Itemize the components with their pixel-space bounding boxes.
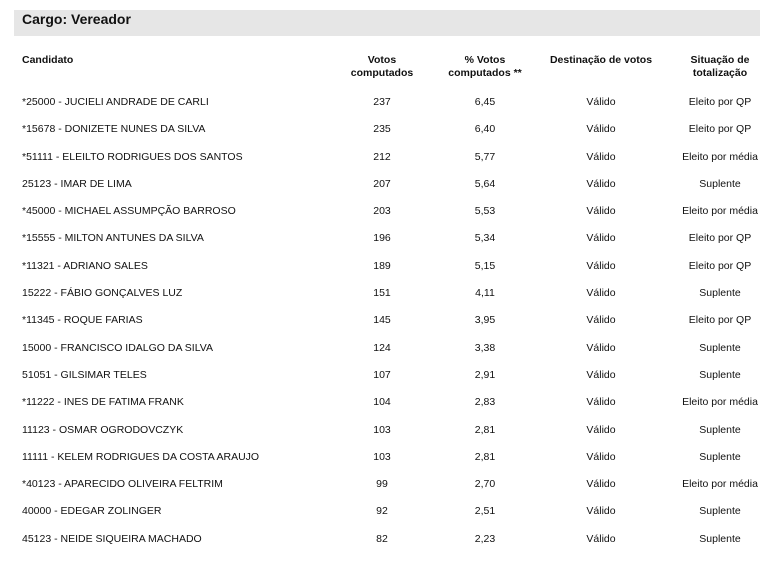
votes-percent: 2,23 — [474, 532, 496, 545]
tally-status: Suplente — [699, 287, 741, 300]
candidate-name: *11345 - ROQUE FARIAS — [22, 314, 143, 327]
votes-count: 235 — [373, 123, 391, 136]
column-header-percent-line1: % Votos — [464, 54, 506, 66]
tally-status: Suplente — [699, 532, 741, 545]
table-row — [0, 498, 760, 525]
vote-destination: Válido — [586, 396, 616, 409]
table-row — [0, 417, 760, 444]
vote-destination: Válido — [586, 150, 616, 163]
table-row — [0, 89, 760, 116]
candidate-name: 45123 - NEIDE SIQUEIRA MACHADO — [22, 532, 202, 545]
tally-status: Eleito por QP — [688, 96, 752, 108]
votes-count: 99 — [376, 478, 388, 491]
column-header-situacao-line1: Situação de — [690, 54, 750, 66]
vote-destination: Válido — [586, 123, 616, 136]
vote-destination: Válido — [586, 478, 616, 491]
vote-destination: Válido — [586, 259, 616, 272]
column-header-percent-line2: computados ** — [448, 67, 522, 79]
votes-count: 151 — [373, 287, 391, 300]
table-row — [0, 116, 760, 143]
table-row — [0, 444, 760, 471]
tally-status: Eleito por média — [682, 396, 758, 409]
cargo-header-bar — [14, 10, 760, 36]
votes-percent: 2,81 — [474, 450, 496, 463]
votes-percent: 6,45 — [474, 96, 496, 108]
vote-destination: Válido — [586, 287, 616, 300]
votes-percent: 2,81 — [474, 423, 496, 436]
table-row — [0, 362, 760, 389]
vote-destination: Válido — [586, 96, 616, 108]
votes-percent: 5,64 — [474, 177, 496, 190]
votes-percent: 5,15 — [474, 259, 496, 272]
tally-status: Eleito por QP — [688, 232, 752, 245]
tally-status: Suplente — [699, 368, 741, 381]
candidate-name: *25000 - JUCIELI ANDRADE DE CARLI — [22, 96, 209, 108]
tally-status: Eleito por média — [682, 478, 758, 491]
candidate-name: *11222 - INES DE FATIMA FRANK — [22, 396, 184, 409]
vote-destination: Válido — [586, 314, 616, 327]
votes-percent: 5,53 — [474, 205, 496, 218]
votes-count: 104 — [373, 396, 391, 409]
table-row — [0, 280, 760, 307]
candidate-name: 11123 - OSMAR OGRODOVCZYK — [22, 423, 184, 436]
tally-status: Eleito por QP — [688, 314, 752, 327]
table-row — [0, 389, 760, 416]
column-header-votos-line1: Votos — [367, 54, 397, 66]
cargo-title: Cargo: Vereador — [22, 11, 131, 27]
table-row — [0, 198, 760, 225]
votes-count: 189 — [373, 259, 391, 272]
table-row — [0, 471, 760, 498]
table-row — [0, 144, 760, 171]
votes-count: 103 — [373, 450, 391, 463]
votes-count: 124 — [373, 341, 391, 354]
column-header-percent — [440, 54, 530, 80]
vote-destination: Válido — [586, 232, 616, 245]
candidate-name: *11321 - ADRIANO SALES — [22, 259, 148, 272]
candidate-name: *40123 - APARECIDO OLIVEIRA FELTRIM — [22, 478, 223, 491]
candidate-name: 51051 - GILSIMAR TELES — [22, 368, 147, 381]
votes-percent: 2,51 — [474, 505, 496, 518]
column-header-votos-line2: computados — [350, 67, 414, 79]
candidate-name: *15555 - MILTON ANTUNES DA SILVA — [22, 232, 204, 245]
tally-status: Suplente — [699, 341, 741, 354]
votes-count: 103 — [373, 423, 391, 436]
candidate-name: *45000 - MICHAEL ASSUMPÇÃO BARROSO — [22, 205, 236, 218]
votes-count: 145 — [373, 314, 391, 327]
vote-destination: Válido — [586, 505, 616, 518]
votes-count: 237 — [373, 96, 391, 108]
tally-status: Eleito por média — [682, 150, 758, 163]
vote-destination: Válido — [586, 368, 616, 381]
vote-destination: Válido — [586, 205, 616, 218]
results-table-body — [0, 89, 760, 553]
table-row — [0, 307, 760, 334]
candidate-name: 25123 - IMAR DE LIMA — [22, 177, 132, 190]
votes-count: 107 — [373, 368, 391, 381]
votes-percent: 2,70 — [474, 478, 496, 491]
votes-count: 207 — [373, 177, 391, 190]
votes-count: 196 — [373, 232, 391, 245]
table-row — [0, 225, 760, 252]
votes-percent: 5,34 — [474, 232, 496, 245]
votes-count: 203 — [373, 205, 391, 218]
votes-percent: 5,77 — [474, 150, 496, 163]
column-header-destinacao: Destinação de votos — [549, 54, 653, 66]
votes-percent: 2,91 — [474, 368, 496, 381]
table-row — [0, 526, 760, 553]
votes-count: 92 — [376, 505, 388, 518]
vote-destination: Válido — [586, 450, 616, 463]
column-header-situacao — [672, 54, 760, 80]
column-header-votos — [340, 54, 424, 80]
tally-status: Eleito por QP — [688, 259, 752, 272]
tally-status: Suplente — [699, 423, 741, 436]
votes-percent: 6,40 — [474, 123, 496, 136]
vote-destination: Válido — [586, 341, 616, 354]
vote-destination: Válido — [586, 177, 616, 190]
table-row — [0, 253, 760, 280]
candidate-name: 15000 - FRANCISCO IDALGO DA SILVA — [22, 341, 214, 354]
votes-count: 82 — [376, 532, 388, 545]
column-header-situacao-line2: totalização — [692, 67, 748, 79]
votes-percent: 2,83 — [474, 396, 496, 409]
votes-count: 212 — [373, 150, 391, 163]
candidate-name: 11111 - KELEM RODRIGUES DA COSTA ARAUJO — [22, 450, 260, 463]
table-row — [0, 335, 760, 362]
candidate-name: *51111 - ELEILTO RODRIGUES DOS SANTOS — [22, 150, 243, 163]
tally-status: Suplente — [699, 505, 741, 518]
vote-destination: Válido — [586, 532, 616, 545]
votes-percent: 4,11 — [475, 287, 495, 300]
votes-percent: 3,95 — [474, 314, 496, 327]
candidate-name: 15222 - FÁBIO GONÇALVES LUZ — [22, 287, 183, 300]
tally-status: Suplente — [699, 450, 741, 463]
vote-destination: Válido — [586, 423, 616, 436]
table-row — [0, 171, 760, 198]
tally-status: Eleito por QP — [688, 123, 752, 136]
candidate-name: 40000 - EDEGAR ZOLINGER — [22, 505, 162, 518]
votes-percent: 3,38 — [474, 341, 496, 354]
tally-status: Eleito por média — [682, 205, 758, 218]
tally-status: Suplente — [699, 177, 741, 190]
column-header-candidato: Candidato — [22, 54, 74, 66]
candidate-name: *15678 - DONIZETE NUNES DA SILVA — [22, 123, 206, 136]
